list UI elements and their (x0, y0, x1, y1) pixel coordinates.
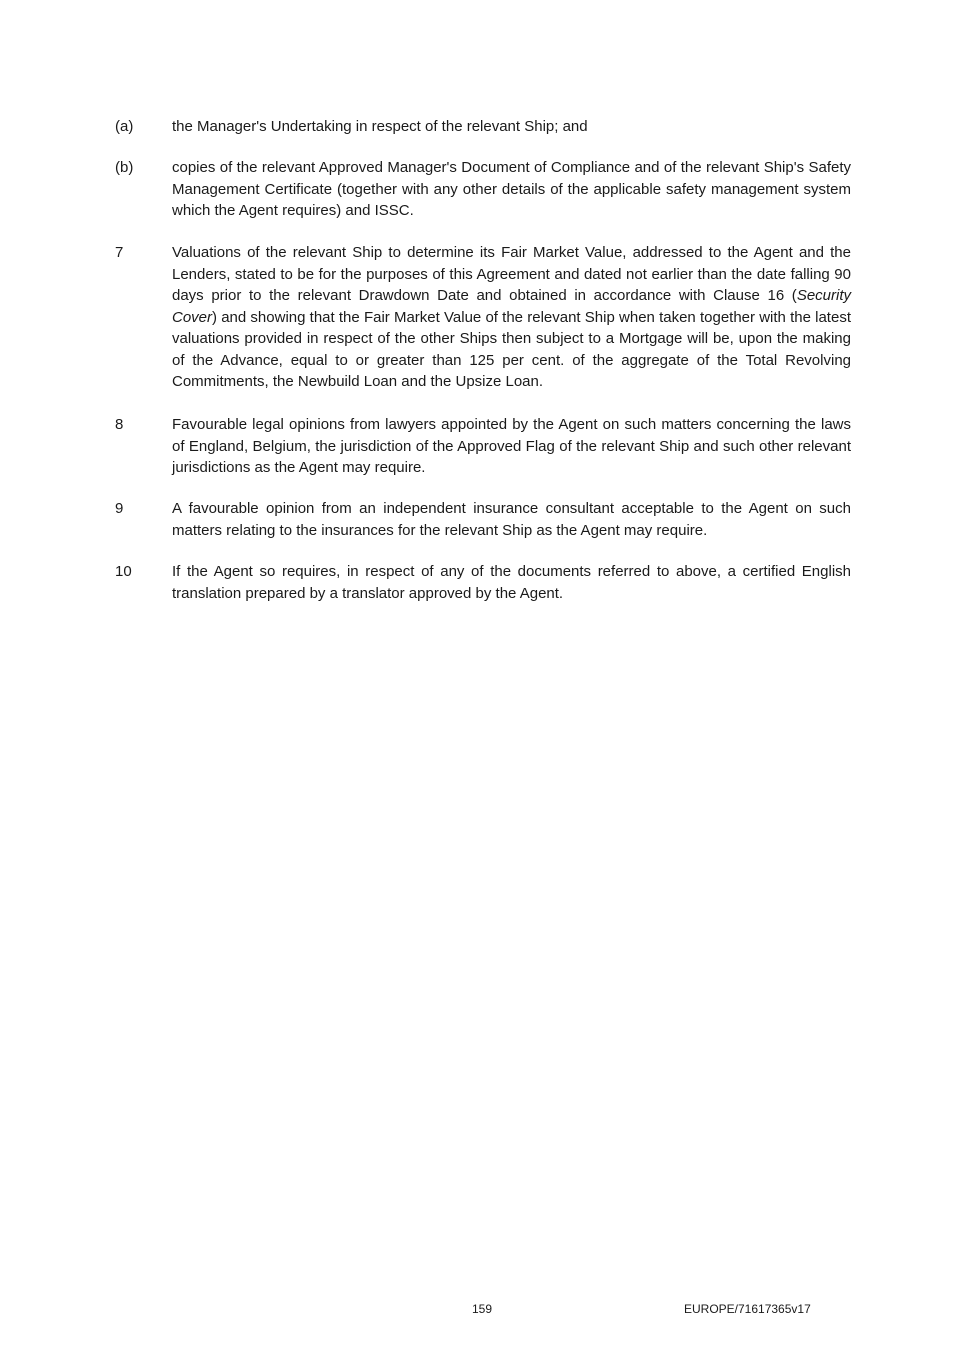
clause-number: 10 (115, 563, 132, 580)
clause-number: 9 (115, 500, 124, 517)
clause-10 (115, 561, 851, 604)
clause-text-part: ) and showing that the Fair Market Value of the relevant Ship when taken together with the latest valuations provided in respect of the other Ships then subject to a Mortgage will be, upon the making of the Advance, equal to or greater than 125 per cent. of the aggregate of the Total Revolving Commitments, the Newbuild Loan and the Upsize Loan. (172, 308, 851, 390)
document-reference: EUROPE/71617365v17 (684, 1302, 811, 1316)
clause-number: 7 (115, 244, 124, 261)
clause-7 (115, 242, 851, 393)
clause-reference-italic: Security Cover (172, 287, 851, 326)
clause-9 (115, 498, 851, 541)
clause-text-part: Valuations of the relevant Ship to determine its Fair Market Value, addressed to the Agent and the Lenders, stated to be for the purposes of this Agreement and dated not earlier than the date falling 90 days prior to the relevant Drawdown Date and obtained in accordance with Clause 16 ( (172, 244, 851, 304)
clause-text (172, 242, 851, 393)
clause-number: (a) (115, 118, 134, 135)
clause-text: If the Agent so requires, in respect of any of the documents referred to above, a certified English translation prepared by a translator approved by the Agent. (172, 563, 851, 602)
clause-text: copies of the relevant Approved Manager's Document of Compliance and of the relevant Ship's Safety Management Certificate (together with any other details of the applicable safety management system which the Agent requires) and ISSC. (172, 159, 851, 219)
clause-8 (115, 414, 851, 479)
page-number: 159 (471, 1302, 493, 1316)
clause-b (115, 157, 851, 222)
clause-text: A favourable opinion from an independent insurance consultant acceptable to the Agent on such matters relating to the insurances for the relevant Ship as the Agent may require. (172, 500, 851, 539)
clause-text: the Manager's Undertaking in respect of the relevant Ship; and (172, 118, 588, 135)
clause-text: Favourable legal opinions from lawyers appointed by the Agent on such matters concerning the laws of England, Belgium, the jurisdiction of the Approved Flag of the relevant Ship and such other relevant jurisdictions as the Agent may require. (172, 416, 851, 476)
clause-a (115, 116, 851, 138)
clause-number: (b) (115, 159, 134, 176)
clause-number: 8 (115, 416, 124, 433)
